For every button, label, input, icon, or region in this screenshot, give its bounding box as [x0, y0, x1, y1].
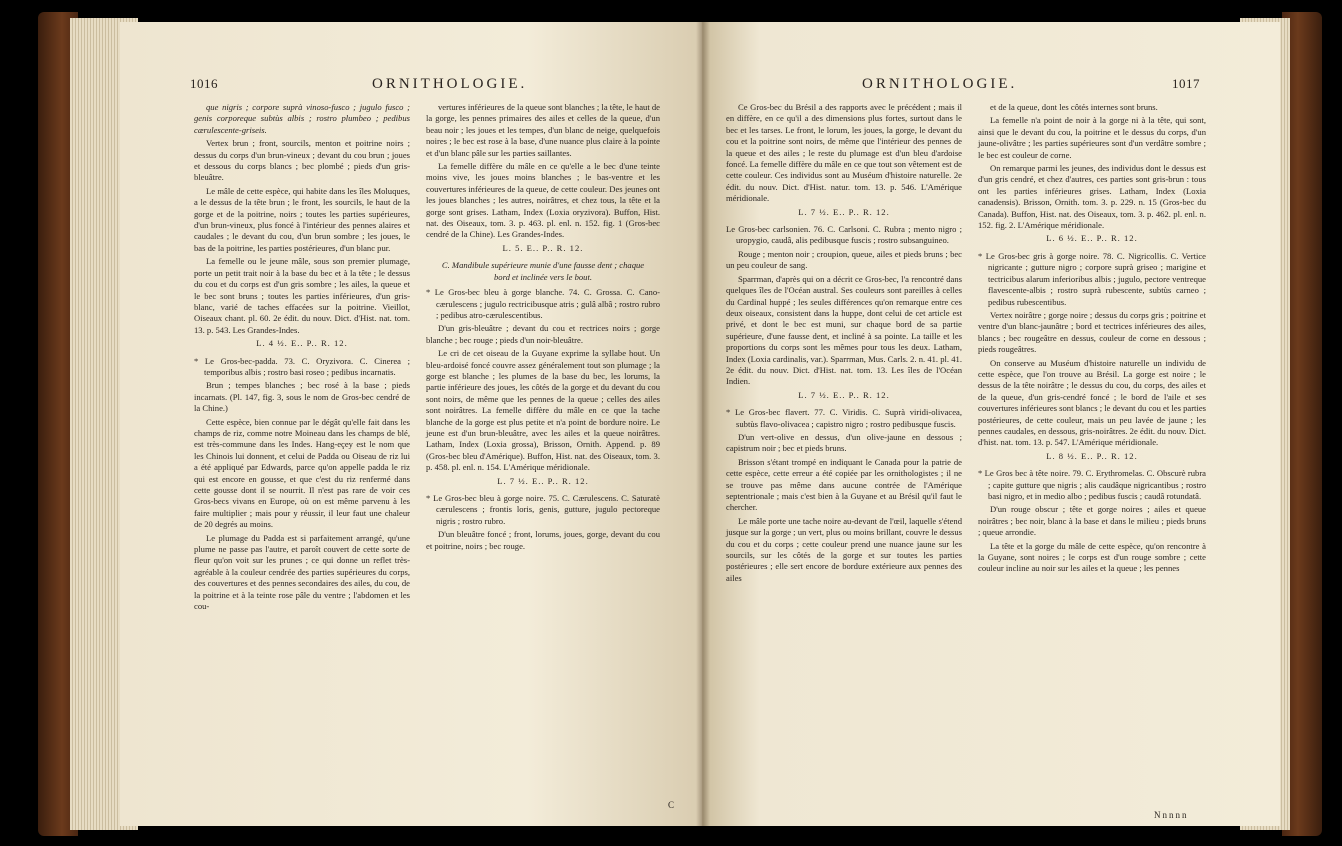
text-paragraph: La femelle ou le jeune mâle, sous son premier plumage, porte un petit trait noir à la base du bec et à la tête ; le dessus du cou et du corps est d'un gris sombre ; les ailes, la queue et le bec sont bruns ; toutes les parties inférieures, d'un gris-blanc, varié de taches effacées sur la poitrine. Vieillot, Oiseaux chant. pl. 60. 2e édit. du nouv. Dict. d'Hist. nat. tom. 13. p. 543. Les Grandes-Indes. — [194, 256, 410, 335]
page-number: 1016 — [190, 76, 218, 91]
measurement-line: L. 7 ½. E.. P.. R. 12. — [497, 475, 589, 486]
species-entry: * Le Gros-bec bleu à gorge noire. 75. C. Cærulescens. C. Saturatè cærulescens ; frontis loris, genis, gutture, jugulo pectoreque nigris ; rostro rubro. — [426, 493, 660, 526]
text-paragraph: On conserve au Muséum d'histoire naturelle un individu de cette espèce, que l'on trouve au Brésil. La gorge est noire ; le dessus de la tête noirâtre ; le dessus du cou, du corps, des ailes et de la queue, d'un gris-cendré foncé ; le bord de l'aile et ses couvertures inférieures sont blancs ; le devant du cou et les parties postérieures, de cette couleur, mais un peu lavée de jaune ; les pennes caudales, en dessous, gris-noirâtres. 2e édit. du nouv. Dict. d'hist. nat. tom. 13. p. 547. L'Amérique méridionale. — [978, 357, 1206, 448]
running-title: ORNITHOLOGIE. — [372, 76, 528, 92]
text-paragraph: que nigris ; corpore suprà vinoso-fusco ; jugulo fusco ; genis corporeque subtùs albis ; rostro plumbeo ; pedibus cærulescente-griseis. — [194, 102, 410, 135]
text-paragraph: Vertex brun ; front, sourcils, menton et poitrine noirs ; dessus du corps d'un brun-vineux ; devant du cou brun ; joues et dessous du corps blancs ; bec plombé ; pieds d'un gris-bleuâtre. — [194, 138, 410, 183]
left-column-2 — [426, 102, 660, 554]
text-paragraph: D'un rouge obscur ; tête et gorge noires ; ailes et queue noirâtres ; bec noir, blanc à la base et dans le milieu ; pieds bruns ; queue arrondie. — [978, 504, 1206, 538]
text-paragraph: La tête et la gorge du mâle de cette espèce, qu'on rencontre à la Guyane, sont noires ; le corps est d'un rouge sombre ; cette couleur incline au noir sur les ailes et la queue ; les pennes — [978, 540, 1206, 574]
text-paragraph: D'un bleuâtre foncé ; front, lorums, joues, gorge, devant du cou et poitrine, noirs ; bec rouge. — [426, 529, 660, 551]
text-paragraph: D'un gris-bleuâtre ; devant du cou et rectrices noirs ; gorge blanche ; bec rouge ; pieds d'un noir-bleuâtre. — [426, 323, 660, 345]
text-paragraph: Le mâle de cette espèce, qui habite dans les îles Moluques, a le dessus de la tête brun ; le front, les sourcils, le haut de la gorge et de la poitrine, noirs ; toutes les parties supérieures, d'un brun-vineux, plus foncé à l'intérieur des pennes alaires et caudales ; le devant du cou, d'un brun sombre ; les joues, le bas de la poitrine, les parties postérieures, d'un blanc pur. — [194, 185, 410, 253]
species-entry: * Le Gros-bec-padda. 73. C. Oryzivora. C. Cinerea ; temporibus albis ; rostro basi roseo ; pedibus incarnatis. — [194, 355, 410, 377]
page-number: 1017 — [1172, 76, 1200, 91]
text-paragraph: C. Mandibule supérieure munie d'une fausse dent ; chaque bord et inclinée vers le bout. — [441, 260, 645, 282]
measurement-line: L. 7 ½. E.. P.. R. 12. — [798, 389, 890, 400]
text-paragraph: Brisson s'étant trompé en indiquant le Canada pour la patrie de cette espèce, cette erreur a été copiée par les ornithologistes ; il ne se trouve pas même dans aucune contrée de l'Amérique septentrionale ; mais c'est bien à la Guyane et au Brésil qu'il faut le chercher. — [726, 456, 962, 513]
measurement-line: L. 6 ½. E.. P.. R. 12. — [1046, 233, 1138, 244]
book-gutter — [696, 22, 710, 826]
open-book — [20, 8, 1322, 840]
measurement-line: L. 4 ½. E.. P.. R. 12. — [256, 338, 348, 349]
measurement-line: L. 5. E.. P.. R. 12. — [502, 242, 584, 253]
measurement-line: L. 7 ½. E.. P.. R. 12. — [798, 206, 890, 217]
species-entry: * Le Gros-bec flavert. 77. C. Viridis. C. Suprà viridi-olivacea, subtùs flavo-olivacea ; capistro nigro ; rostro pedibusque fuscis. — [726, 407, 962, 429]
catchword: C — [668, 800, 677, 810]
species-entry: * Le Gros-bec bleu à gorge blanche. 74. C. Grossa. C. Cano-cærulescens ; jugulo rectricibusque atris ; gulâ albâ ; rostro rubro ; pedibus atro-cærulescentibus. — [426, 287, 660, 320]
text-paragraph: On remarque parmi les jeunes, des individus dont le dessus est d'un gris cendré, et chez d'autres, ces parties sont gris-brun : tous ont les parties inférieures grises. Latham, Index (Loxia canadensis). Brisson, Ornith. tom. 3. p. 229. n. 15 (Gros-bec du Canada). Buffon, Hist. nat. des Oiseaux, tom. 3. p. 462. pl. enl. n. 152. fig. 2. L'Amérique méridionale. — [978, 163, 1206, 231]
text-paragraph: Le cri de cet oiseau de la Guyane exprime la syllabe hout. Un bleu-ardoisé foncé couvre assez généralement tout son plumage ; la gorge est blanche ; les plumes de la base du bec, les lorums, la partie inférieure des joues, les côtés de la gorge et du devant du cou sont noirs, de même que les pennes de la queue ; celles des ailes sont noirâtres. La femelle diffère du mâle en ce que la tache blanche de la gorge est plus petite et n'a point de bordure noire. Le jeune est d'un brun-bleuâtre, avec les ailes et la queue noirâtres. Latham, Index (Loxia grossa), Brisson, Ornith. Append. p. 89 (Gros-bec bleu d'Amérique). Buffon, Hist. nat. des Oiseaux, tom. 3. p. 458. pl. enl. n. 154. L'Amérique méridionale. — [426, 348, 660, 473]
right-page — [702, 22, 1280, 826]
left-page — [120, 22, 702, 826]
species-entry: * Le Gros-bec gris à gorge noire. 78. C. Nigricollis. C. Vertice nigricante ; gutture nigro ; corpore suprà griseo ; marigine et tectricibus alarum inferioribus albis ; jugulo, pectore ventreque flavescente-albis ; rostro suprà rubescente, subtùs carneo ; pedibus rubescentibus. — [978, 250, 1206, 307]
measurement-line: L. 8 ½. E.. P.. R. 12. — [1046, 450, 1138, 461]
text-paragraph: Cette espèce, bien connue par le dégât qu'elle fait dans les champs de riz, comme notre Moineau dans les champs de blé, est très-commune dans les Indes. Hang-eçey est le nom que les Chinois lui donnent, et celui de Padda ou Oiseau de riz lui a été appliqué par Edwards, parce qu'on appelle padda le riz qui est encore en gousse, et que c'est du riz renfermé dans cette gousse dont il se nourrit. Il n'est pas rare de voir ces Gros-becs vivans en Europe, où on est même parvenu à les faire multiplier ; mais pour y réussir, il leur faut une chaleur de 20 degrés au moins. — [194, 416, 410, 530]
species-entry: * Le Gros bec à tête noire. 79. C. Erythromelas. C. Obscurè rubra ; capite gutture que nigris ; alis caudâque nigricantibus ; rostro basi nigro, et in medio albo ; pedibus fuscis ; caudâ rotundatâ. — [978, 468, 1206, 501]
species-entry: Le Gros-bec carlsonien. 76. C. Carlsoni. C. Rubra ; mento nigro ; uropygio, caudâ, alis pedibusque fuscis ; rostro subsanguineo. — [726, 224, 962, 246]
catchword: Nnnnn — [1154, 810, 1189, 820]
text-paragraph: Ce Gros-bec du Brésil a des rapports avec le précédent ; mais il en diffère, en ce qu'il a des dimensions plus fortes, surtout dans le bec et les tarses. Le front, le lorum, les joues, la gorge, le devant du cou et la poitrine sont noirs, de même que l'intérieur des pennes de la queue et des ailes ; le reste du plumage est d'un bleu d'ardoise foncé. La femelle diffère du mâle en ce que tout son vêtement est de cette couleur. Ces individus sont au Muséum d'histoire naturelle. 2e édit. du nouv. Dict. d'Hist. natur. tom. 13. p. 546. L'Amérique méridionale. — [726, 102, 962, 204]
right-column-2 — [978, 102, 1206, 577]
text-paragraph: Vertex noirâtre ; gorge noire ; dessus du corps gris ; poitrine et ventre d'un blanc-jaunâtre ; bord et tectrices inférieures des ailes, blancs ; bec rougeâtre en dessus, couleur de corne en dessous ; pieds rougeâtres. — [978, 309, 1206, 355]
text-paragraph: D'un vert-olive en dessus, d'un olive-jaune en dessous ; capistrum noir ; bec et pieds bruns. — [726, 431, 962, 454]
right-column-1 — [726, 102, 962, 586]
text-paragraph: Le mâle porte une tache noire au-devant de l'œil, laquelle s'étend jusque sur la gorge ; un vert, plus ou moins brillant, couvre le dessus du cou et du corps ; cette couleur prend une nuance jaune sur les sourcils, sur les côtés de la gorge et sur toutes les parties postérieures ; elle sert encore de bordure extérieure aux pennes des ailes — [726, 515, 962, 583]
running-title: ORNITHOLOGIE. — [862, 76, 1018, 92]
text-paragraph: et de la queue, dont les côtés internes sont bruns. — [990, 102, 1158, 112]
text-paragraph: Brun ; tempes blanches ; bec rosé à la base ; pieds incarnats. (Pl. 147, fig. 3, sous le nom de Gros-bec cendré de la Chine.) — [194, 380, 410, 414]
left-column-1 — [194, 102, 410, 614]
text-paragraph: Sparrman, d'après qui on a décrit ce Gros-bec, l'a rencontré dans quelques îles de l'Océan austral. Ses couleurs sont pareilles à celles du Cardinal huppé ; les seules différences qu'on remarque entre ces deux oiseaux, consistent dans la huppe, dont celui de cet article est privé, et dont le bec est muni, sur chaque bord de sa partie supérieure, d'une fausse dent, et incliné à sa pointe. La taille et les proportions du corps sont les mêmes pour tous les deux. Latham, Index (Loxia cardinalis, var.). Sparrman, Mus. Carls. 2. n. 41. pl. 41. 2e édit. du nouv. Dict. d'Hist. nat. tom. 13. Les îles de l'Océan Indien. — [726, 273, 962, 387]
text-paragraph: vertures inférieures de la queue sont blanches ; la tête, le haut de la gorge, les pennes primaires des ailes et celles de la queue, d'un beau noir ; les joues et les tempes, d'un blanc de neige, quelquefois noires ; le bec est rose à la base, d'une nuance plus claire à la pointe et d'un blanc pâle sur les parties saillantes. — [426, 102, 660, 158]
text-paragraph: Le plumage du Padda est si parfaitement arrangé, qu'une plume ne passe pas l'autre, et paroît couvert de cette sorte de fleur qu'on voit sur les prunes ; ce qui donne un reflet très-agréable à la couleur cendrée des parties supérieures du corps, des couvertures et des pennes secondaires des ailes, du cou, de la poitrine et à la teinte rose pâle du ventre ; l'abdomen et les cou- — [194, 532, 410, 612]
text-paragraph: La femelle diffère du mâle en ce qu'elle a le bec d'une teinte moins vive, les joues moins blanches ; le bas-ventre et les couvertures inférieures de la queue, de cette couleur. Des jeunes ont les joues blanches ; les autres, noirâtres, et chez tous, la tête et la gorge sont grises. Latham, Index (Loxia oryzivora). Buffon, Hist. nat. des Oiseaux, tom. 3. p. 463. pl. enl. n. 152. fig. 1 (Gros-bec cendré de la Chine). Les Grandes-Indes. — [426, 161, 660, 240]
text-paragraph: La femelle n'a point de noir à la gorge ni à la tête, qui sont, ainsi que le devant du cou, la poitrine et le dessus du corps, d'un jaune-olivâtre ; les parties supérieures sont d'un verdâtre sombre ; le bec est couleur de corne. — [978, 115, 1206, 160]
text-paragraph: Rouge ; menton noir ; croupion, queue, ailes et pieds bruns ; bec un peu couleur de sang. — [726, 248, 962, 271]
